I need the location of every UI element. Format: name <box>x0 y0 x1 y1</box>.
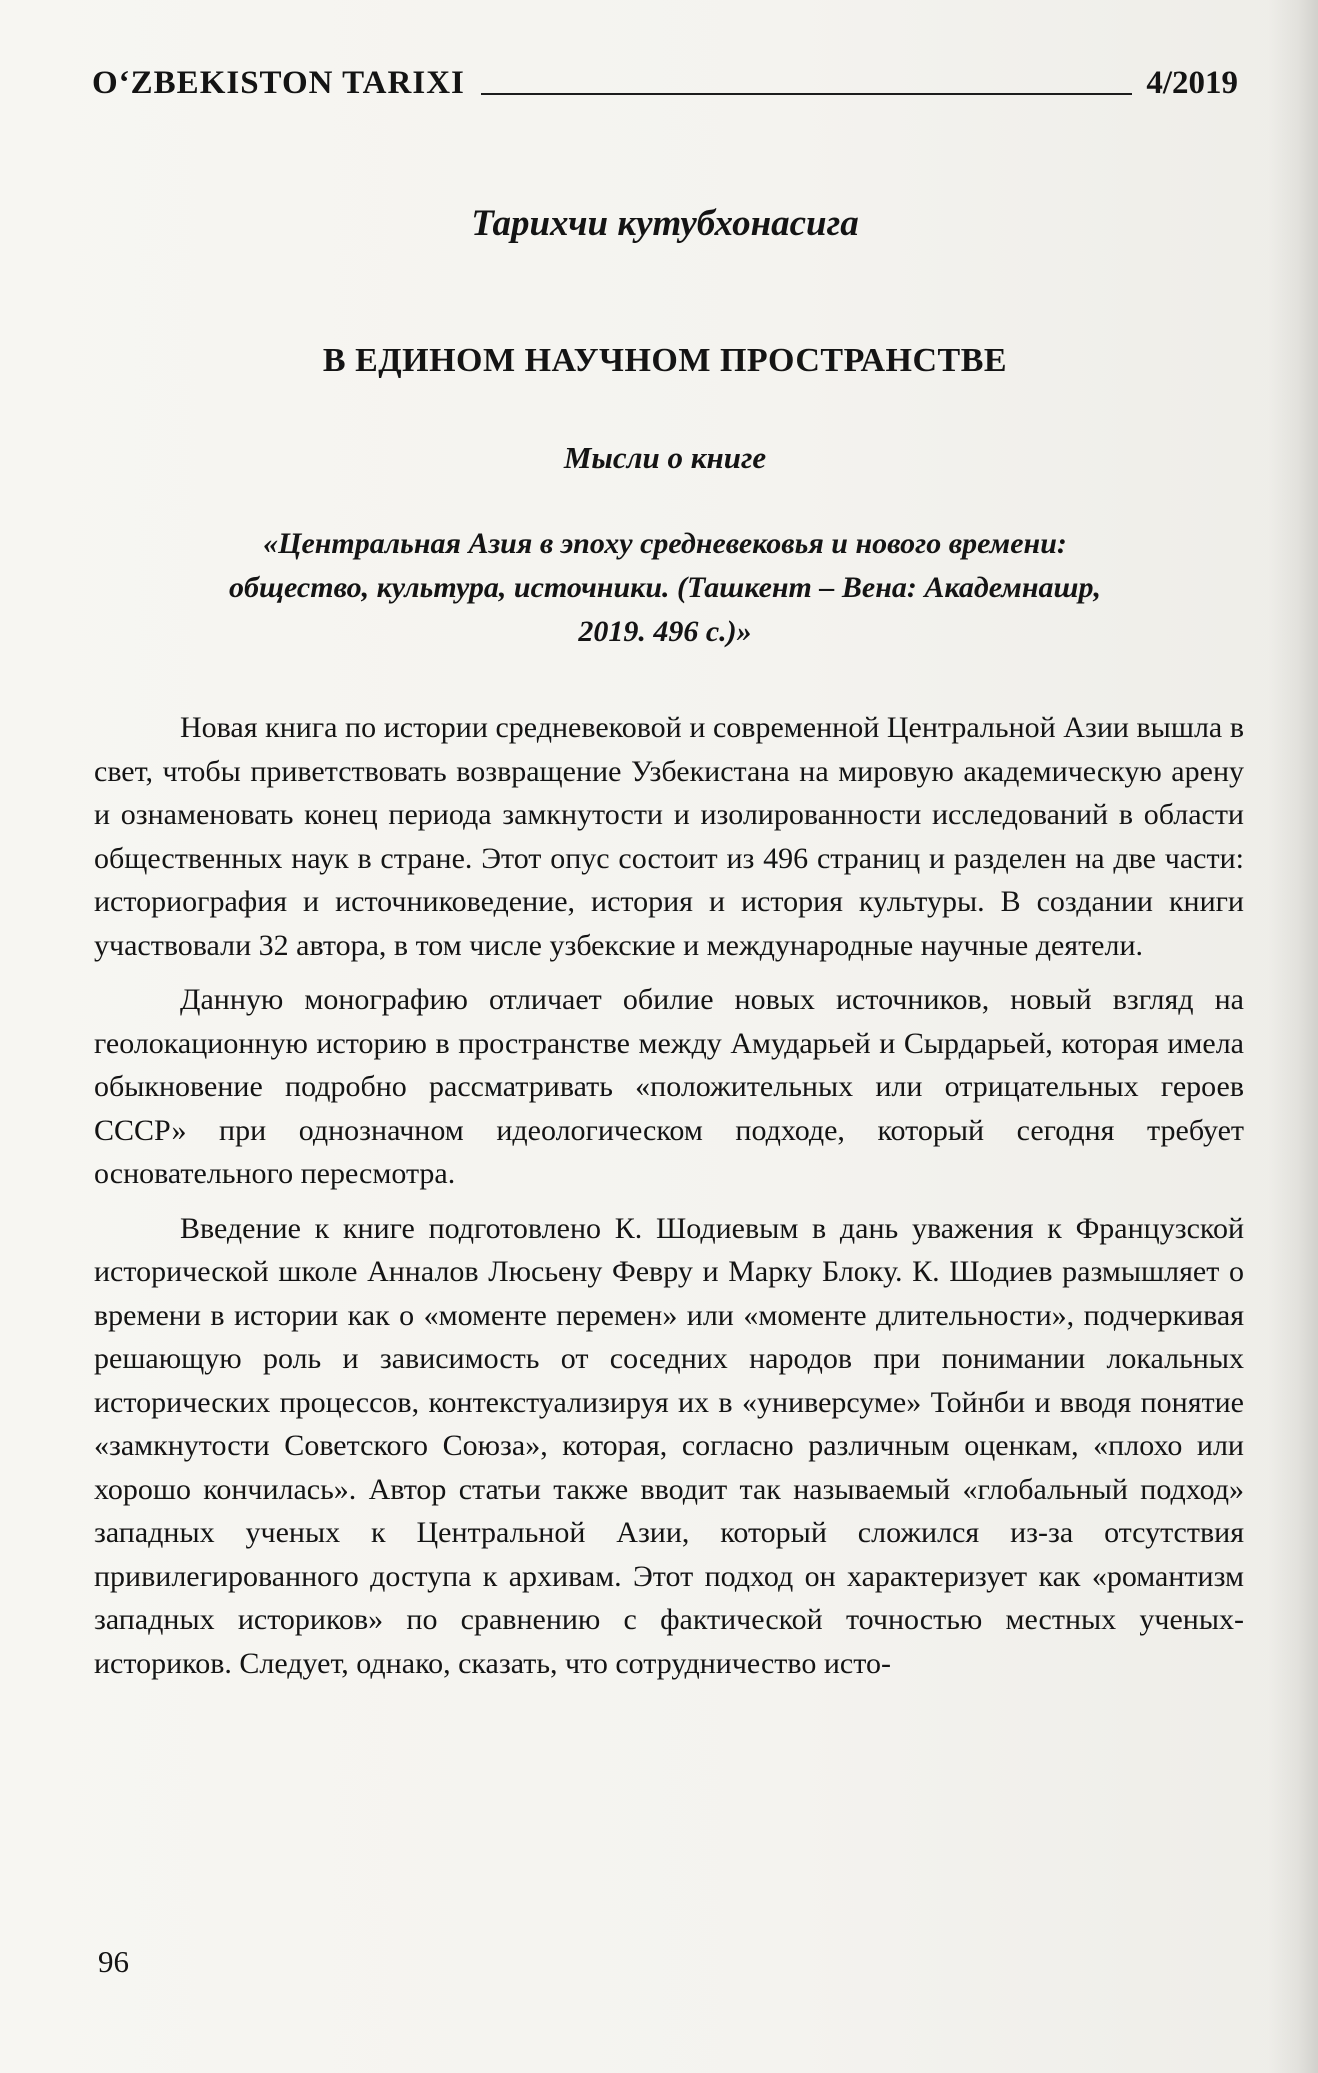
article-body <box>94 706 1244 1696</box>
book-reference <box>92 522 1238 654</box>
journal-title: O‘ZBEKISTON TARIXI <box>92 65 465 101</box>
book-reference-line: общество, культура, источники. (Ташкент – Вена: Академнашр, <box>229 571 1101 604</box>
book-reference-line: «Центральная Азия в эпоху средневековья и нового времени: <box>263 527 1067 560</box>
section-title: Тарихчи кутубхонасига <box>471 203 859 244</box>
issue-number: 4/2019 <box>1146 65 1238 101</box>
article-subtitle: Мысли о книге <box>563 440 767 475</box>
body-paragraph: Данную монографию отличает обилие новых источников, новый взгляд на геолокационную историю в пространстве между Амударьей и Сырдарьей, которая имела обыкновение подробно рассматривать «положительных или отрицательных героев СССР» при однозначном идеологическом подходе, который сегодня требует основательного пересмотра. <box>94 983 1244 1190</box>
article-title: В ЕДИНОМ НАУЧНОМ ПРОСТРАНСТВЕ <box>322 342 1008 379</box>
header-rule <box>481 93 1132 95</box>
running-header <box>92 58 1238 102</box>
body-paragraph: Введение к книге подготовлено К. Шодиевым в дань уважения к Французской исторической школе Анналов Люсьену Февру и Марку Блоку. К. Шодиев размышляет о времени в истории как о «моменте перемен» или «моменте длительности», подчеркивая решающую роль и зависимость от соседних народов при понимании локальных исторических процессов, контекстуализируя их в «универсуме» Тойнби и вводя понятие «замкнутости Советского Союза», которая, согласно различным оценкам, «плохо или хорошо кончилась». Автор статьи также вводит так называемый «глобальный подход» западных ученых к Центральной Азии, который сложился из-за отсутствия привилегированного доступа к архивам. Этот подход он характеризует как «романтизм западных историков» по сравнению с фактической точностью местных ученых-историков. Следует, однако, сказать, что сотрудничество исто- <box>94 1211 1244 1680</box>
page-number: 96 <box>98 1944 129 1979</box>
spine-shadow <box>1268 0 1318 2073</box>
book-reference-line: 2019. 496 с.)» <box>578 615 752 648</box>
body-paragraph: Новая книга по истории средневековой и современной Центральной Азии вышла в свет, чтобы приветствовать возвращение Узбекистана на мировую академическую арену и ознаменовать конец периода замкнутости и изолированности исследований в области общественных наук в стране. Этот опус состоит из 496 страниц и разделен на две части: историография и источниковедение, история и история культуры. В создании книги участвовали 32 автора, в том числе узбекские и международные научные деятели. <box>94 711 1244 962</box>
